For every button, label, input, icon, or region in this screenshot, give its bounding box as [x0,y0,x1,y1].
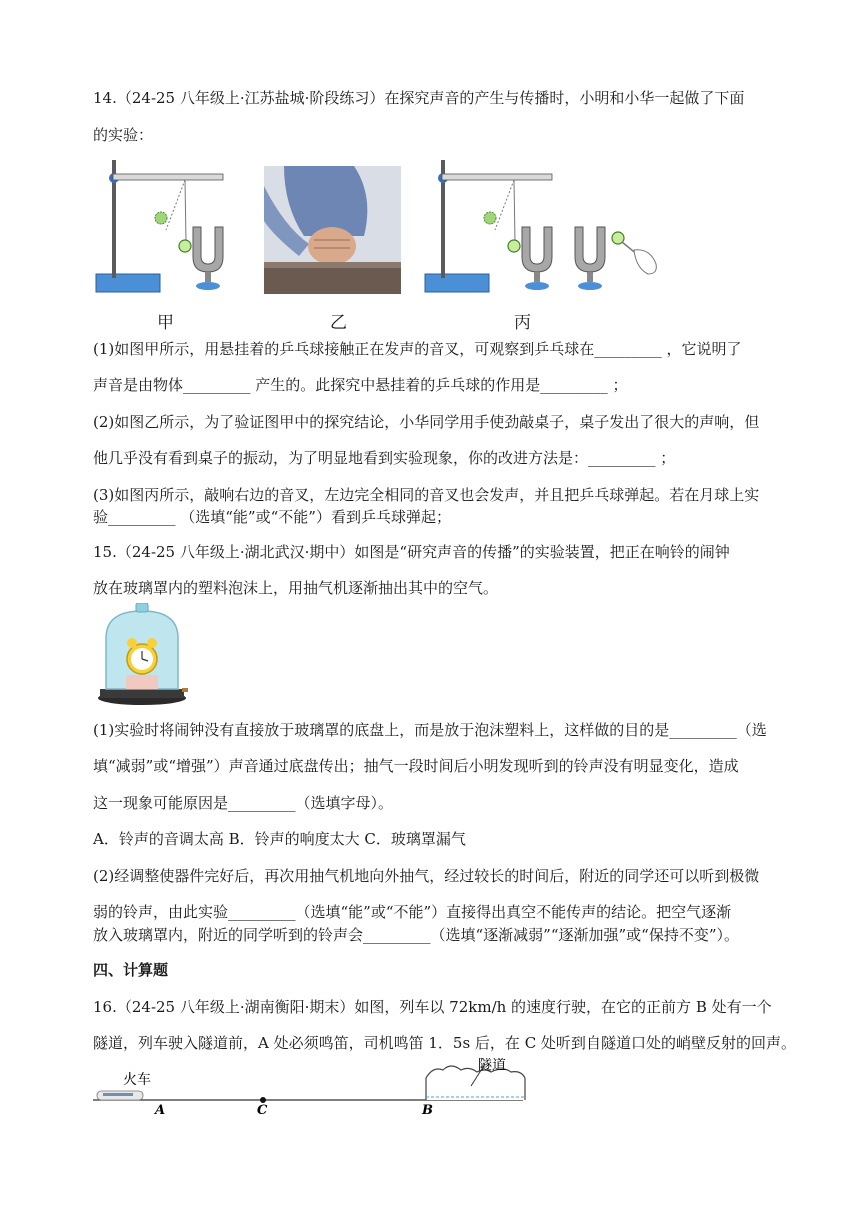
point-a-label: A [155,1103,166,1118]
figure-yi-fist-on-table [264,166,401,294]
q14-part1-line2: 声音是由物体_________ 产生的。此探究中悬挂着的乒乓球的作用是_________ ； [93,376,628,394]
q14-part2-line1: (2)如图乙所示，为了验证图甲中的探究结论，小华同学用手使劲敲桌子，桌子发出了很大的声响，但 [93,413,760,431]
tunnel-mountain [426,1066,525,1100]
point-c-label: C [257,1103,268,1118]
train-icon [97,1091,143,1100]
q16-line1: 16.（24-25 八年级上·湖南衡阳·期末）如图，列车以 72km/h 的速度行驶，在它的正前方 B 处有一个 [93,998,772,1016]
q16-line2: 隧道，列车驶入隧道前，A 处必须鸣笛，司机鸣笛 1．5s 后，在 C 处听到自隧道口处的峭壁反射的回声。 [93,1034,796,1052]
q14-part3-line2: 验_________ （选填“能”或“不能”）看到乒乓球弹起； [93,508,451,526]
q15-options: A．铃声的音调太高 B．铃声的响度太大 C．玻璃罩漏气 [93,830,466,848]
figure-label-bing: 丙 [514,313,531,333]
train-label: 火车 [123,1072,151,1088]
figure-label-yi: 乙 [330,313,347,333]
figure-jia-tuning-fork-stand [93,152,228,297]
q14-intro-line1: 14.（24-25 八年级上·江苏盐城·阶段练习）在探究声音的产生与传播时，小明和小华一起做了下面 [93,89,745,107]
q14-part1-line1: (1)如图甲所示，用悬挂着的乒乓球接触正在发声的音叉，可观察到乒乓球在_________ ，它说明了 [93,340,742,358]
q15-part1-line2: 填“减弱”或“增强”）声音通过底盘传出；抽气一段时间后小明发现听到的铃声没有明显变化，造成 [93,757,739,775]
q15-part2-line1: (2)经调整使器件完好后，再次用抽气机地向外抽气，经过较长的时间后，附近的同学还可以听到极微 [93,867,760,885]
q15-part1-line1: (1)实验时将闹钟没有直接放于玻璃罩的底盘上，而是放于泡沫塑料上，这样做的目的是_________（选 [93,721,767,739]
figure-train-tunnel-diagram [93,1058,533,1120]
q14-part2-line2: 他几乎没有看到桌子的振动，为了明显地看到实验现象，你的改进方法是：_________ ； [93,449,676,467]
point-b-label: B [422,1103,433,1118]
q15-part1-line3: 这一现象可能原因是_________（选填字母）。 [93,794,394,812]
section-heading-calculation: 四、计算题 [93,961,169,979]
figure-bell-jar-alarm-clock [96,603,188,706]
q15-intro-line1: 15.（24-25 八年级上·湖北武汉·期中）如图是“研究声音的传播”的实验装置，把正在响铃的闹钟 [93,543,730,561]
tunnel-label: 隧道 [478,1058,506,1074]
q15-part2-line3: 放入玻璃罩内，附近的同学听到的铃声会_________（选填“逐渐减弱”“逐渐加强”或“保持不变”）。 [93,926,740,944]
figure-bing-two-tuning-forks [422,152,662,297]
q15-part2-line2: 弱的铃声，由此实验_________（选填“能”或“不能”）直接得出真空不能传声的结论。把空气逐渐 [93,903,732,921]
q14-intro-line2: 的实验： [93,126,154,144]
q15-intro-line2: 放在玻璃罩内的塑料泡沫上，用抽气机逐渐抽出其中的空气。 [93,579,499,597]
q14-part3-line1: (3)如图丙所示，敲响右边的音叉，左边完全相同的音叉也会发声，并且把乒乓球弹起。若在月球上实 [93,486,760,504]
figure-label-jia: 甲 [157,313,174,333]
